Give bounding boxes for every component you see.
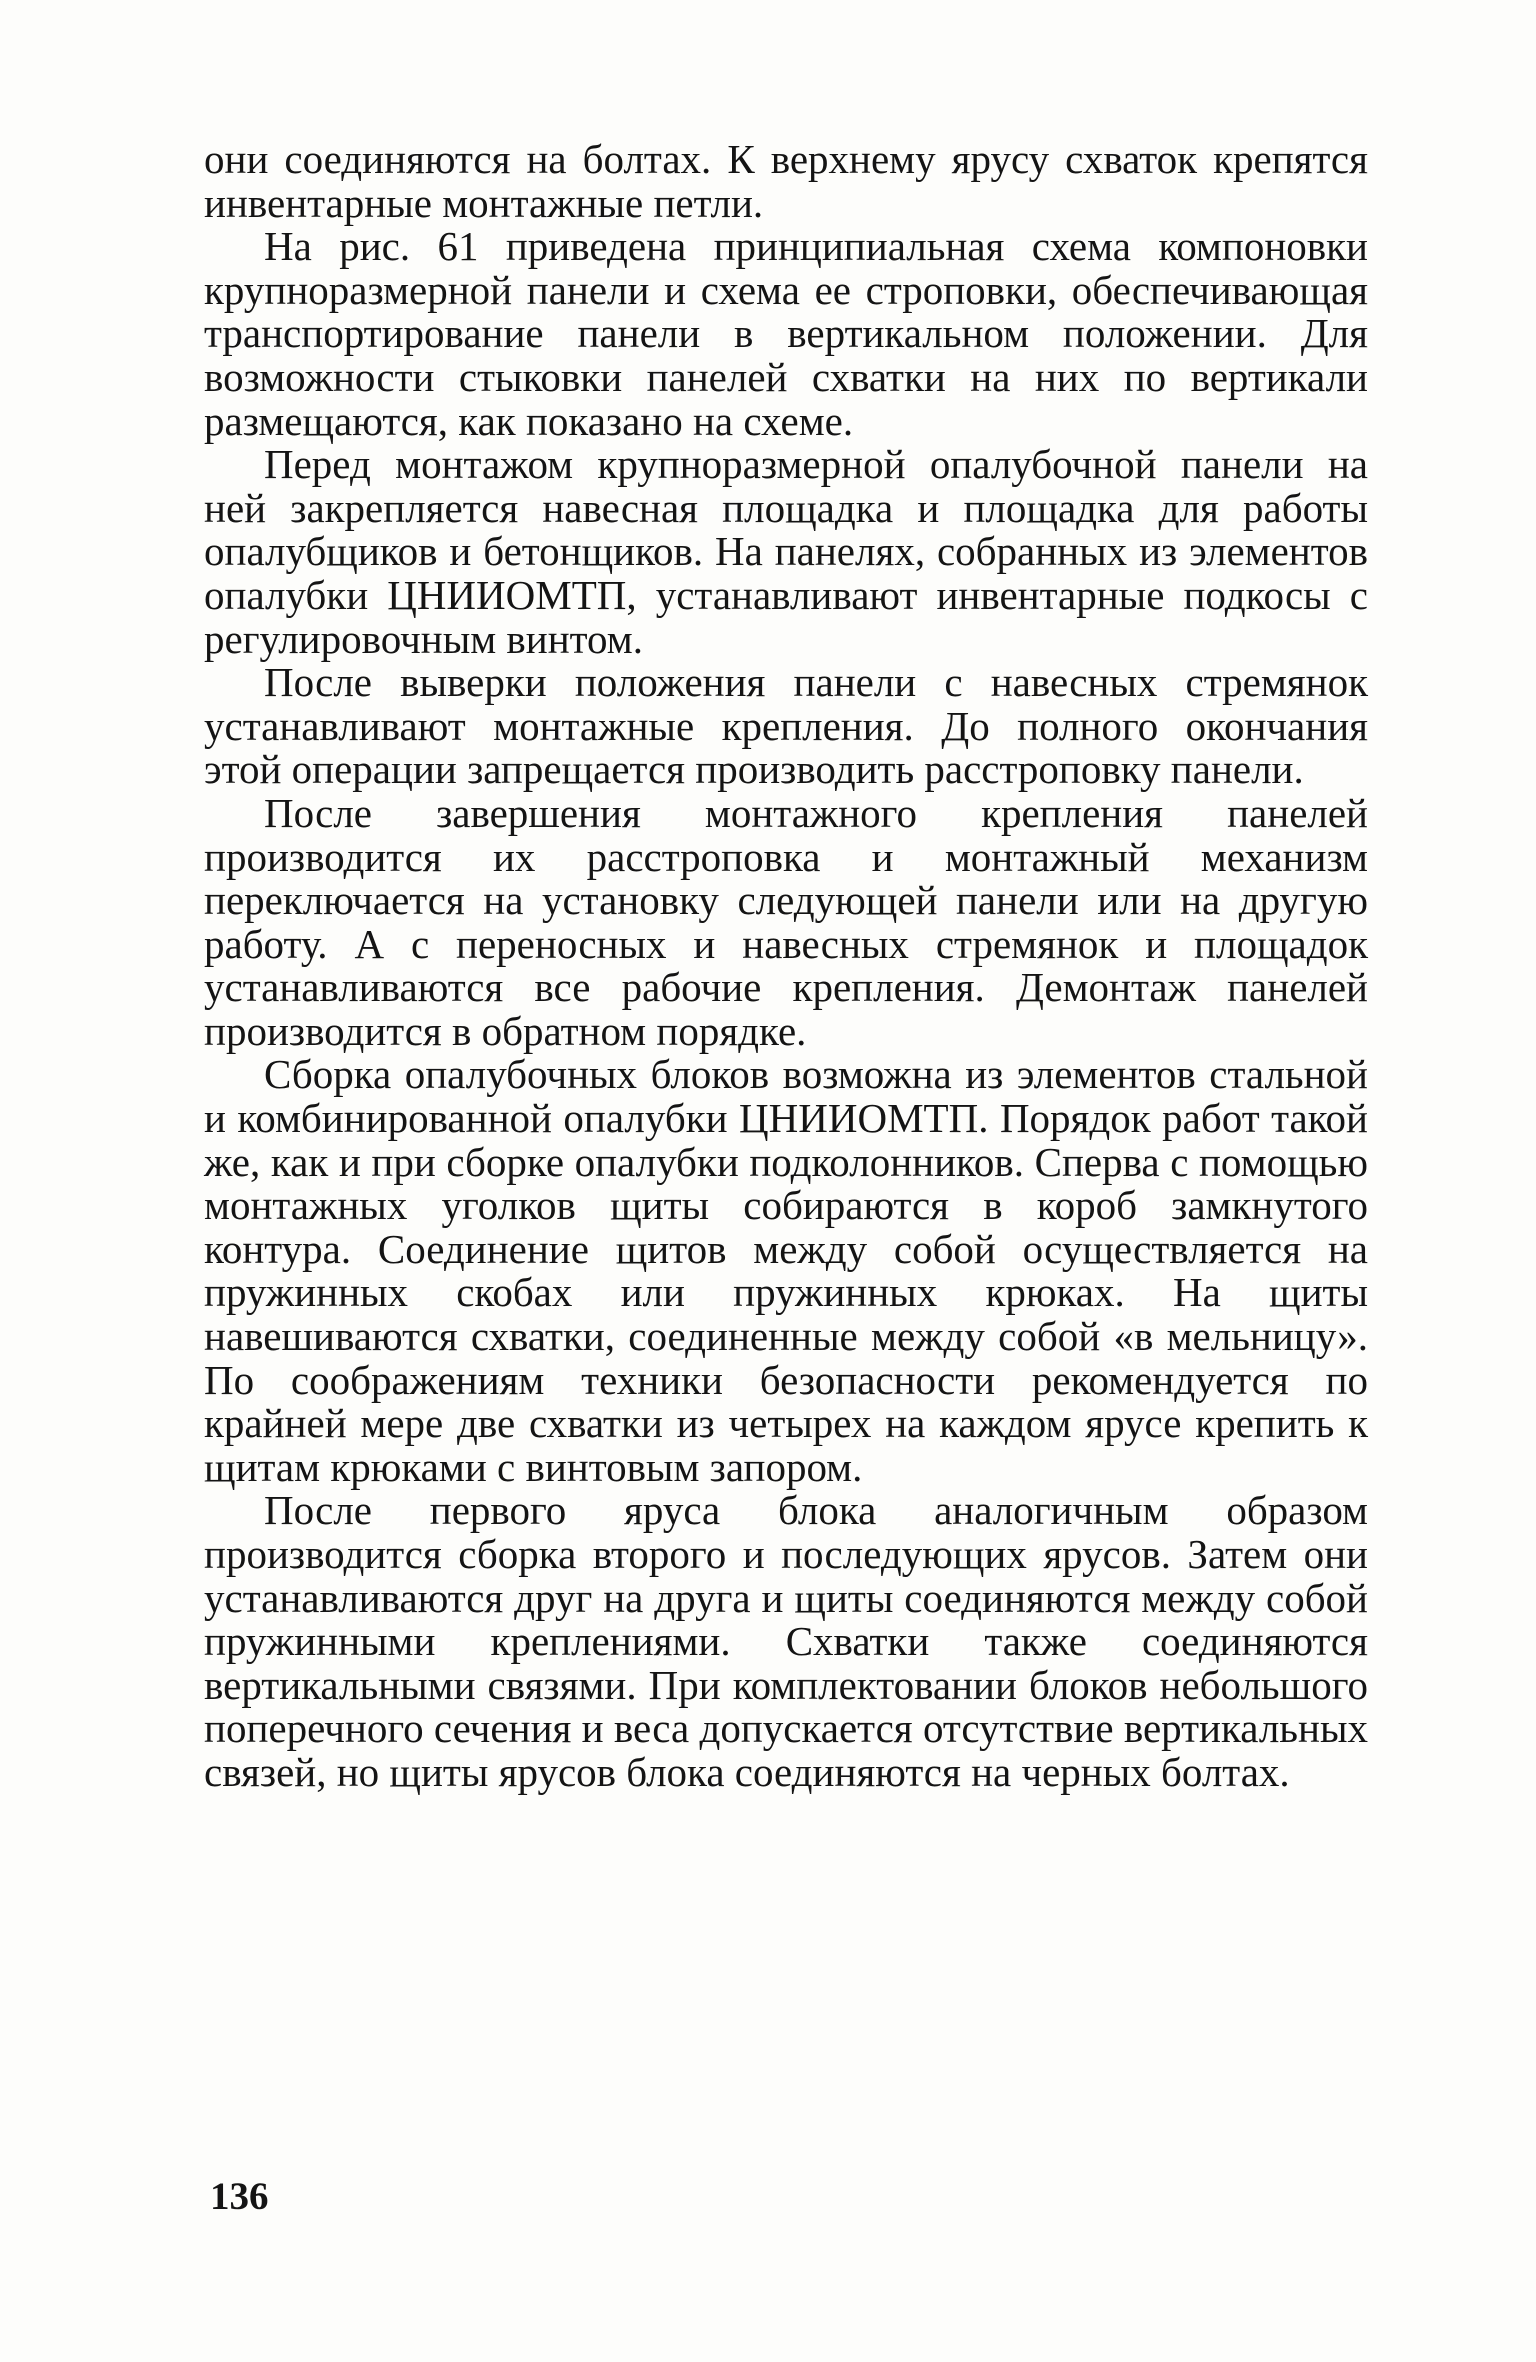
paragraph-unslinging: После завершения монтажного крепления панелей производится их расстроповка и монтажный механизм переключается на установку следующей панели или на другую работу. А с переносных и навесных стремянок и площадок устанавливаются все рабочие крепления. Демонтаж панелей производится в обратном порядке.: [204, 789, 1368, 1054]
page-number: 136: [210, 2175, 269, 2218]
body-text: [204, 138, 1368, 1795]
paragraph-tiers: После первого яруса блока аналогичным образом производится сборка второго и последующих ярусов. Затем они устанавливаются друг на друга и щиты соединяются между собой пружинными креплениями. Схватки также соединяются вертикальными связями. При комплектовании блоков небольшого поперечного сечения и веса допускается отсутствие вертикальных связей, но щиты ярусов блока соединяются на черных болтах.: [204, 1487, 1368, 1795]
paragraph-panel-mounting: Перед монтажом крупноразмерной опалубочной панели на ней закрепляется навесная площадка и площадка для работы опалубщиков и бетонщиков. На панелях, собранных из элементов опалубки ЦНИИОМТП, устанавливают инвентарные подкосы с регулировочным винтом.: [204, 441, 1368, 662]
paragraph-continuation: они соединяются на болтах. К верхнему ярусу схваток крепятся инвентарные монтажные петли.: [204, 136, 1368, 226]
paragraph-block-assembly: Сборка опалубочных блоков возможна из элементов стальной и комбинированной опалубки ЦНИИОМТП. Порядок работ такой же, как и при сборке опалубки подколонников. Сперва с помощью монтажных уголков щиты собираются в короб замкнутого контура. Соединение щитов между собой осуществляется на пружинных скобах или пружинных крюках. На щиты навешиваются схватки, соединенные между собой «в мельницу». По соображениям техники безопасности рекомендуется по крайней мере две схватки из четырех на каждом ярусе крепить к щитам крюками с винтовым запором.: [204, 1051, 1368, 1490]
paragraph-figure-61: На рис. 61 приведена принципиальная схема компоновки крупноразмерной панели и схема ее строповки, обеспечивающая транспортирование панели в вертикальном положении. Для возможности стыковки панелей схватки на них по вертикали размещаются, как показано на схеме.: [204, 223, 1368, 444]
paragraph-alignment: После выверки положения панели с навесных стремянок устанавливают монтажные крепления. До полного окончания этой операции запрещается производить расстроповку панели.: [204, 659, 1368, 793]
